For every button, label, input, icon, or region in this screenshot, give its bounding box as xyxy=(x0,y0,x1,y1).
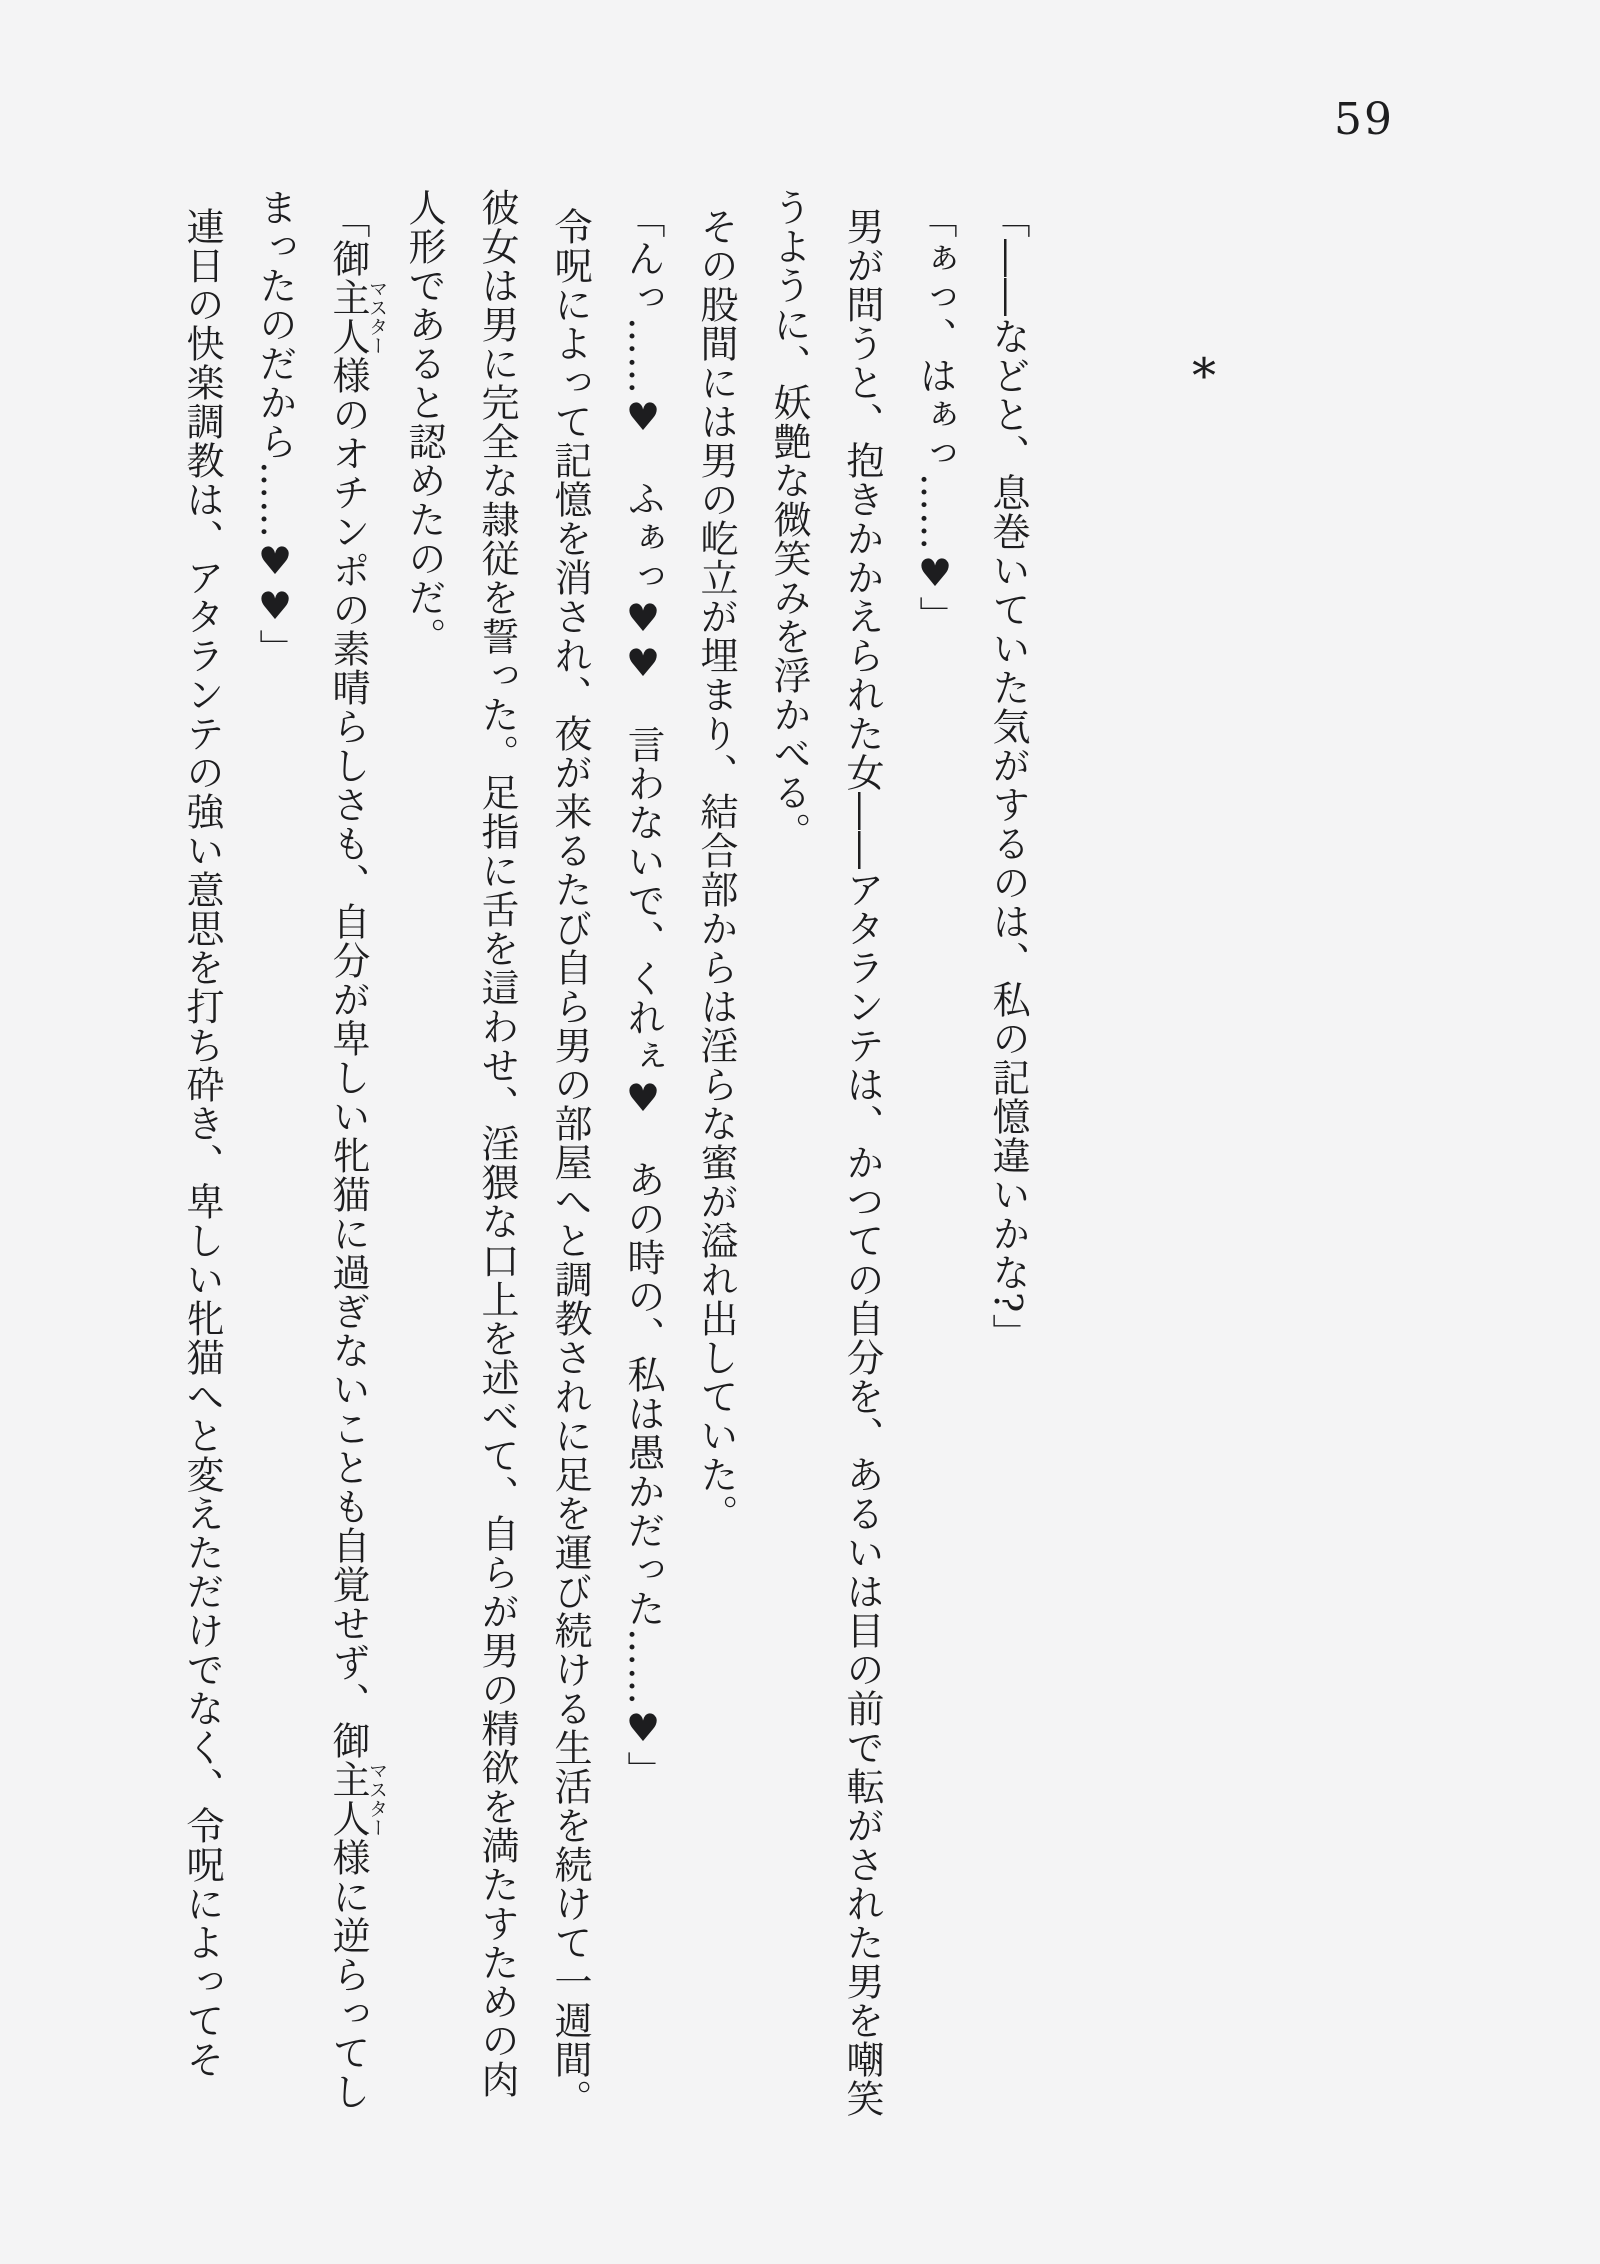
text-run: 「んっ……♥ ふぁっ♥♥ 言わないで、くれぇ♥ あの時の、私は愚かだった……♥」 xyxy=(621,200,665,1790)
text-run: 令呪によって記憶を消され、夜が来るたび自ら男の部屋へと調教されに足を運び続ける生活を続けて一週間。彼女は男に完全な隷従を誓った。足指に舌を這わせ、淫猥な口上を述べて、自らが男の精欲を満たすための肉人形であると認めたのだ。 xyxy=(402,188,592,2118)
text-run: 「ぁっ、はぁっ……♥」 xyxy=(913,200,957,635)
furigana-ruby: 御主人様マスター xyxy=(326,239,388,395)
text-run: のオチンポの素晴らしさも、自分が卑しい牝猫に過ぎないことも自覚せず、 xyxy=(326,395,370,1721)
paragraph-4-narrative xyxy=(679,188,752,2123)
paragraph-2-dialogue xyxy=(898,188,971,2123)
text-run: 男が問うと、抱きかかえられた女――アタランテは、かつての自分を、あるいは目の前で転がされた男を嘲笑うように、妖艶な微笑みを浮かべる。 xyxy=(767,188,884,2118)
text-run: 連日の快楽調教は、アタランテの強い意思を打ち砕き、卑しい牝猫へと変えただけでなく、令呪によってそ xyxy=(180,207,224,2079)
paragraph-8-narrative xyxy=(165,188,238,2123)
furigana-reading: マスター xyxy=(366,239,388,395)
paragraph-6-narrative xyxy=(387,188,606,2123)
text-run: 「 xyxy=(326,200,370,239)
paragraph-5-dialogue xyxy=(606,188,679,2123)
text-run: に逆らってしまったのだから……♥♥」 xyxy=(253,188,370,2111)
page-number: 59 xyxy=(1334,94,1394,145)
vertical-text-block xyxy=(168,188,1044,2123)
paragraph-3-narrative xyxy=(752,188,898,2123)
text-run: 「――などと、息巻いていた気がするのは、私の記憶違いかな?」 xyxy=(986,200,1030,1353)
paragraph-7-dialogue xyxy=(238,188,387,2123)
furigana-ruby: 御主人様マスター xyxy=(326,1721,388,1877)
text-run: その股間には男の屹立が埋まり、結合部からは淫らな蜜が溢れ出していた。 xyxy=(694,207,738,1533)
paragraph-1-dialogue xyxy=(971,188,1044,2123)
furigana-reading: マスター xyxy=(366,1721,388,1877)
section-break-asterisk: * xyxy=(1192,348,1216,404)
